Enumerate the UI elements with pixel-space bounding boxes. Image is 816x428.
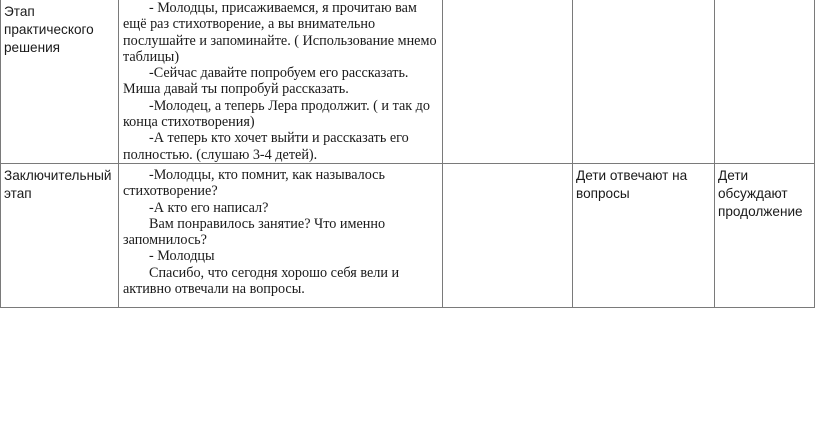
teacher-line: -Молодцы, кто помнит, как называлось стихотворение?: [123, 166, 385, 200]
stage-cell: Этап практического решения: [1, 0, 119, 163]
children-activity-cell: [573, 0, 715, 163]
teacher-line: -Сейчас давайте попробуем его рассказать. Миша давай ты попробуй рассказать.: [123, 65, 409, 98]
teacher-activity-cell: [119, 0, 443, 163]
teacher-line: Спасибо, что сегодня хорошо себя вели и активно отвечали на вопросы.: [123, 264, 400, 298]
stage-cell: Заключительный этап: [1, 163, 119, 307]
children-activity-cell: Дети отвечают на вопросы: [573, 163, 715, 307]
result-cell: [715, 0, 815, 163]
result-cell: Дети обсуждают продолжение: [715, 163, 815, 307]
empty-cell: [443, 0, 573, 163]
empty-cell: [443, 163, 573, 307]
teacher-line: Вам понравилось занятие? Что именно запомнилось?: [123, 215, 386, 249]
teacher-line: -А кто его написал?: [149, 199, 269, 216]
teacher-line: -Молодец, а теперь Лера продолжит. ( и так до конца стихотворения): [123, 97, 430, 131]
teacher-line: - Молодцы, присаживаемся, я прочитаю вам ещё раз стихотворение, а вы внимательно послушайте и запоминайте. ( Использование мнемо таблицы): [123, 0, 437, 65]
teacher-activity-cell: [119, 163, 443, 307]
table-row: [1, 0, 815, 163]
teacher-line: - Молодцы: [149, 248, 215, 265]
teacher-line: -А теперь кто хочет выйти и рассказать его полностью. (слушаю 3-4 детей).: [123, 130, 409, 163]
table-row: [1, 163, 815, 307]
